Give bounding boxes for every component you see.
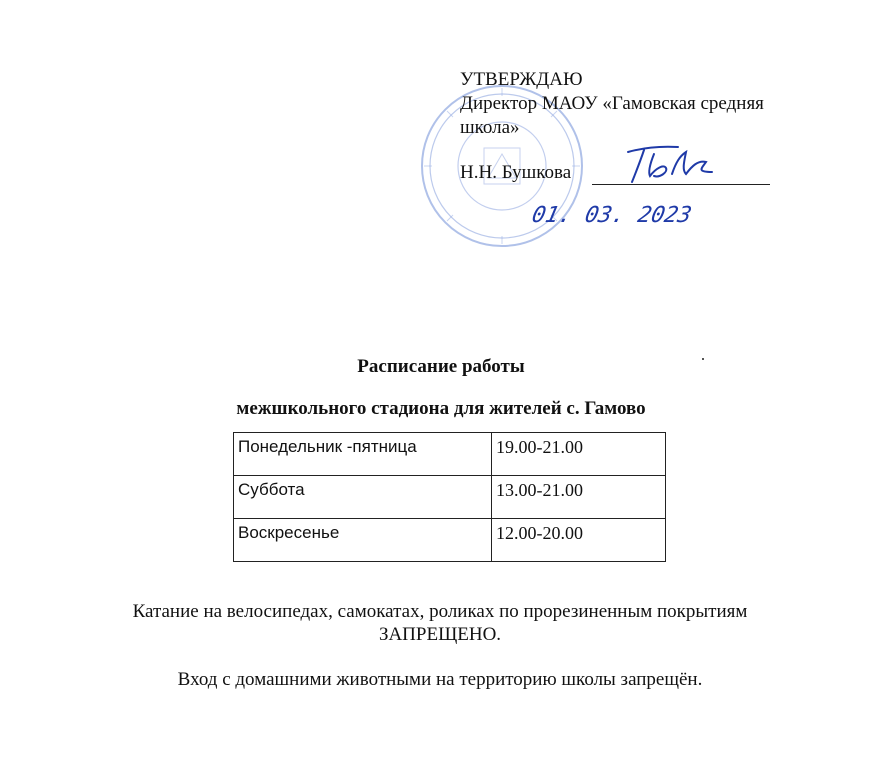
director-position-line1: Директор МАОУ «Гамовская средняя — [460, 93, 764, 114]
day-cell: Суббота — [234, 476, 492, 519]
rules-notice-line2: ЗАПРЕЩЕНО. — [378, 624, 502, 645]
time-cell: 13.00-21.00 — [492, 476, 666, 519]
approval-block — [460, 68, 840, 140]
time-cell: 12.00-20.00 — [492, 519, 666, 562]
approval-heading: УТВЕРЖДАЮ — [460, 69, 583, 90]
table-row — [234, 433, 666, 476]
day-cell: Воскресенье — [234, 519, 492, 562]
handwritten-date — [528, 198, 708, 234]
schedule-table — [233, 432, 666, 562]
signer-name: Н.Н. Бушкова — [460, 162, 572, 183]
handwritten-signature — [620, 138, 720, 188]
table-row — [234, 476, 666, 519]
rules-notice — [40, 600, 840, 646]
rules-notice-line1: Катание на велосипедах, самокатах, роликах по прорезиненным покрытиям — [132, 601, 748, 622]
scan-speck — [702, 358, 704, 360]
pets-notice: Вход с домашними животными на территорию школы запрещён. — [177, 669, 703, 690]
day-cell: Понедельник -пятница — [234, 433, 492, 476]
table-row — [234, 519, 666, 562]
time-cell: 19.00-21.00 — [492, 433, 666, 476]
schedule-title: Расписание работы — [357, 356, 525, 377]
director-position-line2: школа» — [460, 117, 520, 138]
handwritten-date-text: 01. 03. 2023 — [529, 202, 694, 228]
schedule-subtitle: межшкольного стадиона для жителей с. Гамово — [236, 398, 646, 419]
